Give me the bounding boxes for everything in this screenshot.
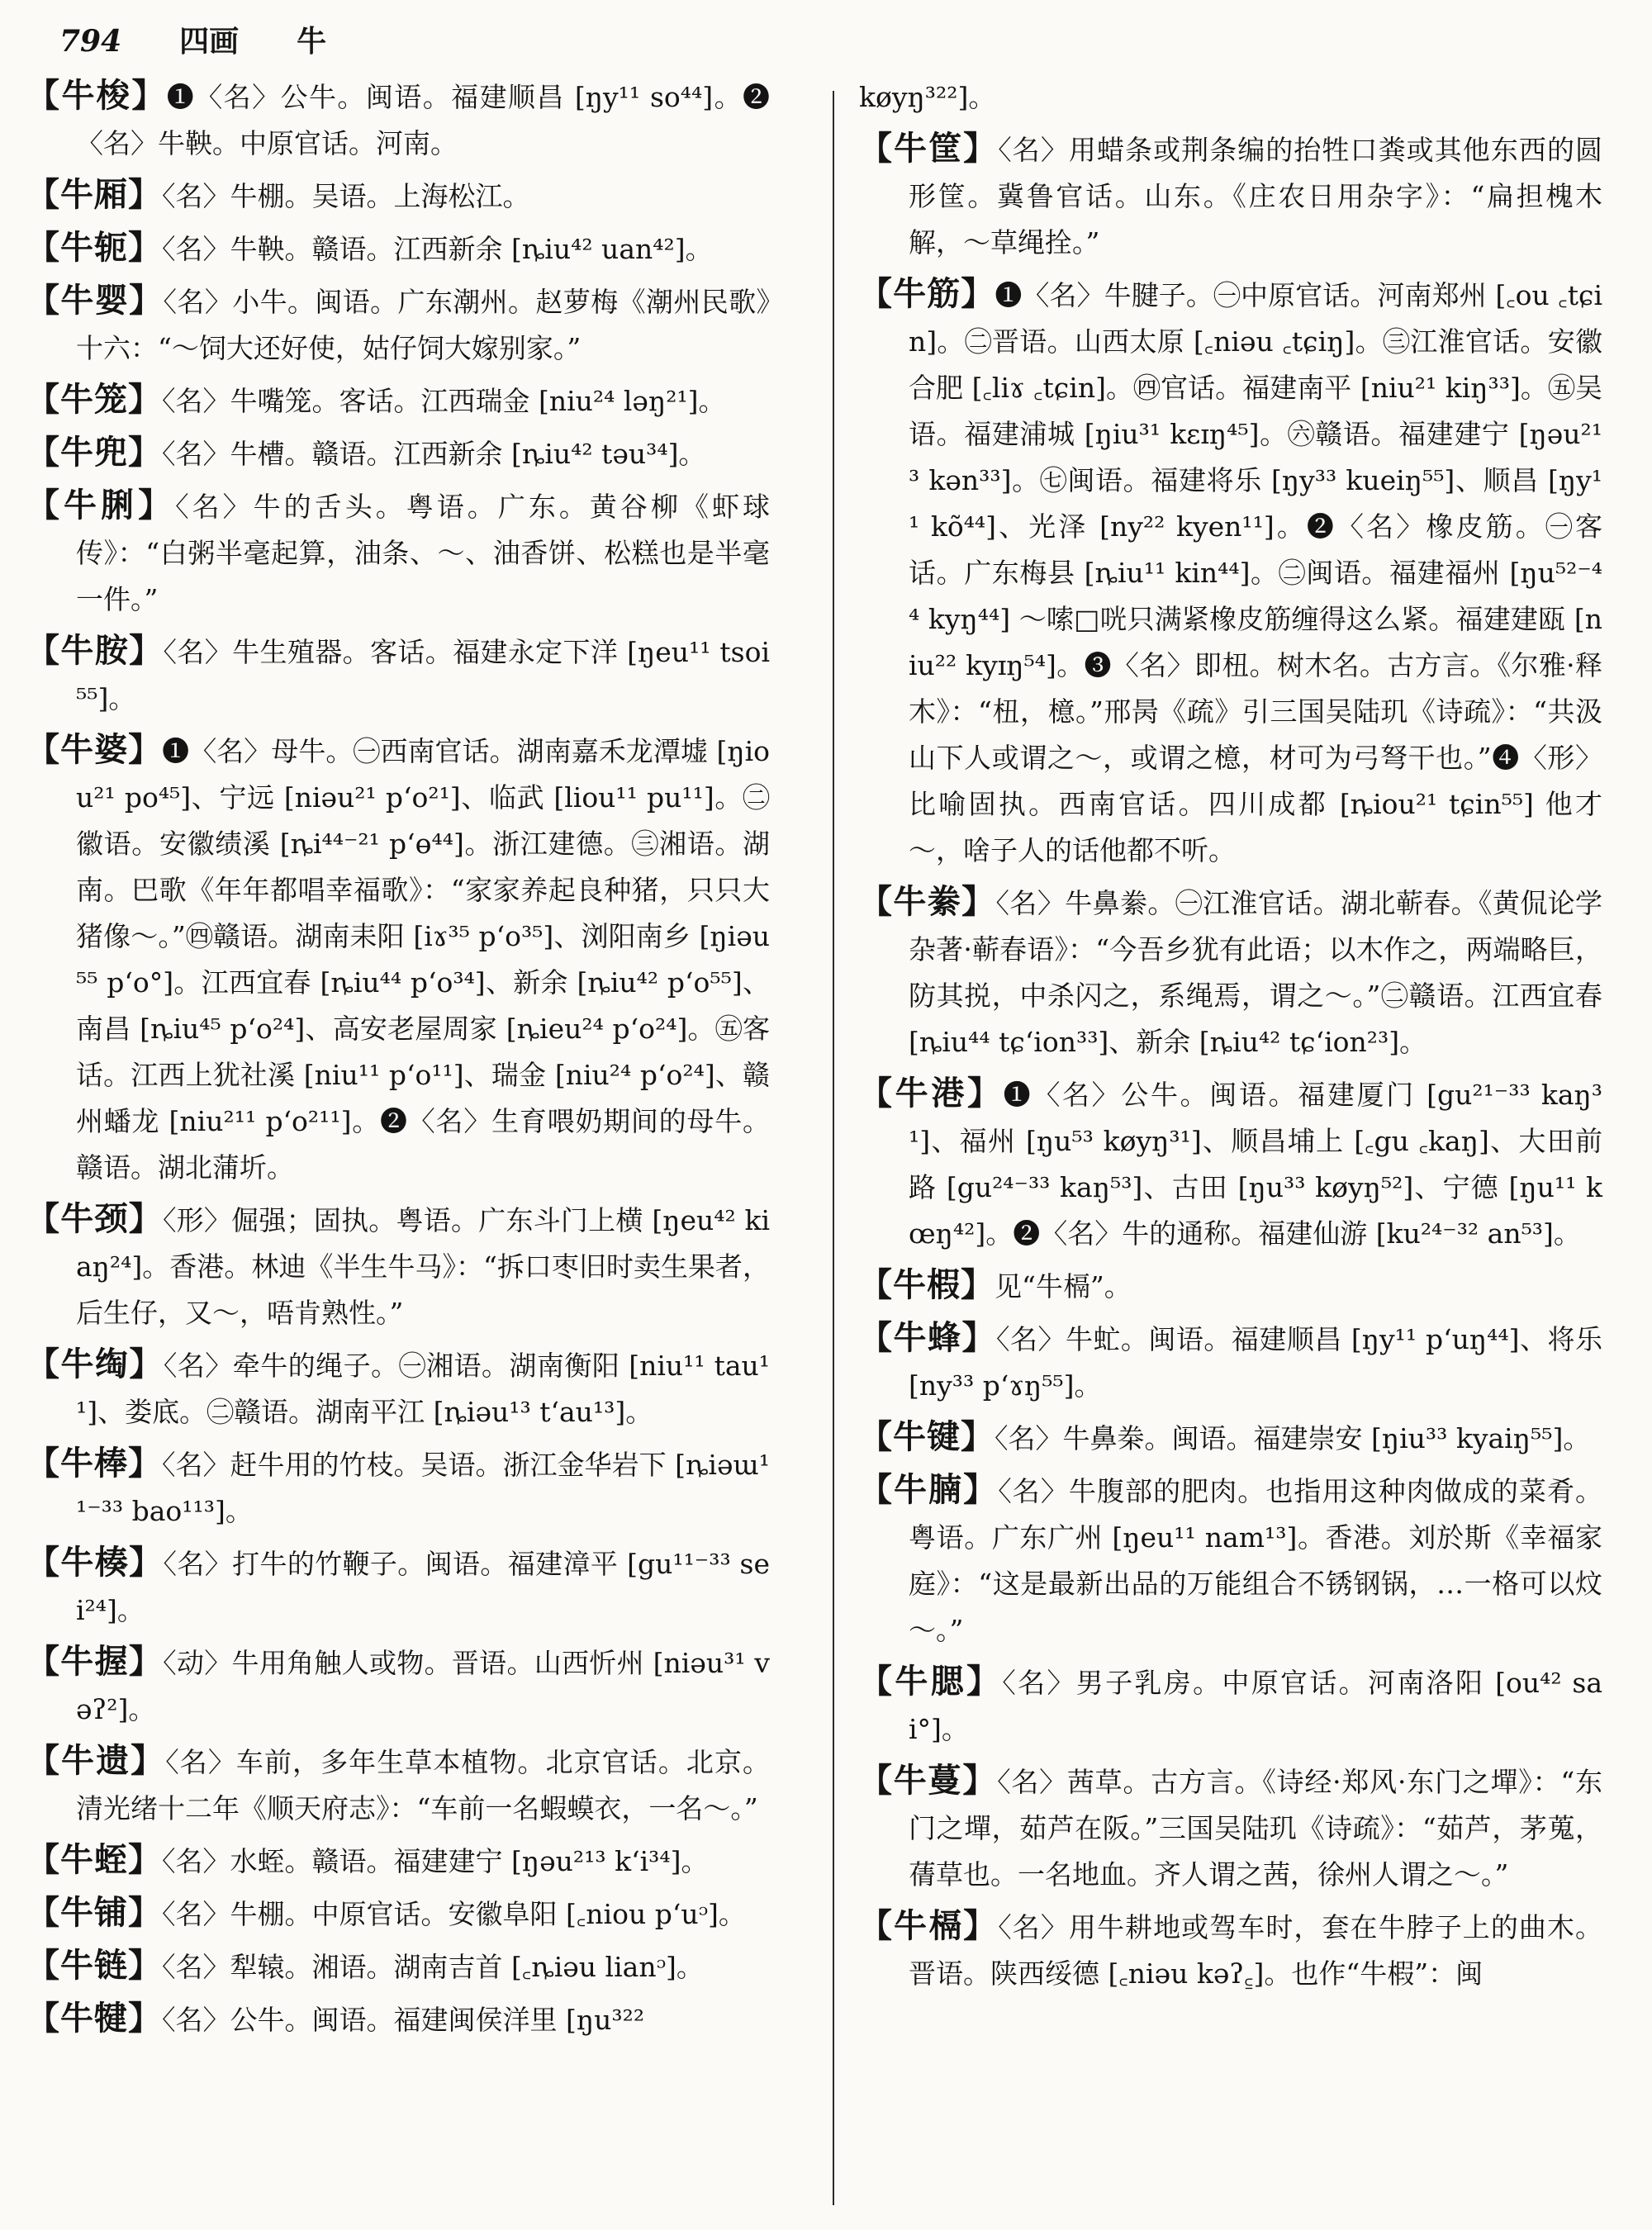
dictionary-entry bbox=[26, 429, 770, 477]
dictionary-entry bbox=[859, 1758, 1602, 1898]
entry-definition: 〈名〉用牛耕地或驾车时，套在牛脖子上的曲木。晋语。陕西绥德 [꜀niəu kəʔ꜁]。也作“牛椵”：闽 bbox=[909, 1911, 1603, 1990]
entry-headword: 【牛棒】 bbox=[26, 1444, 163, 1483]
dictionary-entry bbox=[26, 1738, 770, 1832]
entry-headword: 【牛握】 bbox=[26, 1642, 164, 1681]
entry-headword: 【牛蔓】 bbox=[859, 1761, 998, 1800]
entry-headword: 【牛脷】 bbox=[26, 486, 176, 524]
dictionary-entry bbox=[859, 1467, 1602, 1654]
entry-headword: 【牛链】 bbox=[26, 1946, 162, 1985]
entry-definition: ❶〈名〉牛腱子。㊀中原官话。河南郑州 [꜀ou ꜀tɕin]。㊁晋语。山西太原 [꜀niəu ꜀tɕiŋ]。㊂江淮官话。安徽合肥 [꜀liɤ ꜀tɕin]。㊃官话。福建南平 [niu²¹ kiŋ³³]。㊄吴语。福建浦城 [ŋiu³¹ kɛɪŋ⁴⁵]。㊅赣语。福建建宁 [ŋəu²¹³ kən³³]。㊆闽语。福建将乐 [ŋy³³ kueiŋ⁵⁵]、顺昌 [ŋy¹¹ kõ⁴⁴]、光泽 [ny²² kyen¹¹]。❷〈名〉橡皮筋。㊀客话。广东梅县 [ȵiu¹¹ kin⁴⁴]。㊁闽语。福建福州 [ŋu⁵²⁻⁴⁴ kyŋ⁴⁴] ～嗦□咣只满紧橡皮筋缠得这么紧。福建建瓯 [niu²² kyɪŋ⁵⁴]。❸〈名〉即杻。树木名。古方言。《尔雅·释木》：“杻，檍。”邢昺《疏》引三国吴陆玑《诗疏》：“共汲山下人或谓之～，或谓之檍，材可为弓弩干也。”❹〈形〉比喻固执。西南官话。四川成都 [ȵiou²¹ tɕin⁵⁵] 他才～，啥子人的话他都不听。 bbox=[909, 279, 1603, 866]
entry-definition: 〈名〉用蜡条或荆条编的抬牲口粪或其他东西的圆形筐。冀鲁官话。山东。《庄农日用杂字》：“扁担槐木解，～草绳拴。” bbox=[909, 134, 1603, 259]
entry-definition: 〈名〉牵牛的绳子。㊀湘语。湖南衡阳 [niu¹¹ tau¹¹]、娄底。㊁赣语。湖南平江 [ȵiəu¹³ t‘au¹³]。 bbox=[76, 1350, 771, 1428]
entry-definition: 〈名〉牛嘴笼。客话。江西瑞金 [niu²⁴ ləŋ²¹]。 bbox=[162, 385, 726, 417]
entry-definition: 〈动〉牛用角触人或物。晋语。山西忻州 [niəu³¹ vəʔ²]。 bbox=[76, 1647, 771, 1725]
dictionary-entry bbox=[26, 1837, 770, 1885]
entry-headword: 【牛蜂】 bbox=[859, 1318, 996, 1357]
entry-definition: 〈名〉小牛。闽语。广东潮州。赵萝梅《潮州民歌》十六：“～饲大还好使，姑仔饲大嫁别家。” bbox=[76, 286, 771, 364]
dictionary-entry bbox=[26, 225, 770, 273]
entry-headword: 【牛婆】 bbox=[26, 730, 163, 769]
entry-headword: 【牛腩】 bbox=[859, 1470, 999, 1509]
entry-definition: 〈名〉牛的舌头。粤语。广东。黄谷柳《虾球传》：“白粥半毫起算，油条、～、油香饼、松糕也是半毫一件。” bbox=[76, 491, 771, 615]
entry-definition: 〈名〉男子乳房。中原官话。河南洛阳 [ou⁴² sai°]。 bbox=[909, 1667, 1602, 1745]
entry-headword: 【牛笼】 bbox=[26, 380, 162, 419]
entry-headword: 【牛颈】 bbox=[26, 1199, 163, 1238]
radical-label: 牛 bbox=[297, 24, 327, 59]
entry-definition: 〈名〉茜草。古方言。《诗经·郑风·东门之墠》：“东门之墠，茹芦在阪。”三国吴陆玑《诗疏》：“茹芦，茅蒐，蒨草也。一名地血。齐人谓之茜，徐州人谓之～。” bbox=[909, 1766, 1602, 1891]
entry-definition: 〈名〉牛腹部的肥肉。也指用这种肉做成的菜肴。粤语。广东广州 [ŋeu¹¹ nam¹³]。香港。刘於斯《幸福家庭》：“这是最新出品的万能组合不锈钢锅，…一格可以炆～。” bbox=[909, 1475, 1603, 1646]
entry-definition: 〈名〉牛槽。赣语。江西新余 [ȵiu⁴² təu³⁴]。 bbox=[162, 438, 706, 470]
dictionary-entry bbox=[26, 278, 770, 372]
dictionary-entry bbox=[859, 1658, 1602, 1753]
dictionary-entry bbox=[26, 1540, 770, 1634]
dictionary-entry bbox=[26, 628, 770, 722]
column-divider bbox=[833, 91, 834, 2205]
entry-definition: 〈名〉水蛭。赣语。福建建宁 [ŋəu²¹³ k‘i³⁴]。 bbox=[162, 1845, 709, 1877]
page-header bbox=[59, 18, 326, 68]
entry-definition: 〈名〉牛生殖器。客话。福建永定下洋 [ŋeu¹¹ tsoi⁵⁵]。 bbox=[76, 636, 770, 714]
dictionary-entry bbox=[859, 1070, 1602, 1257]
entry-definition: 〈名〉公牛。闽语。福建闽侯洋里 [ŋu³²² bbox=[162, 2004, 645, 2036]
entry-definition: 〈形〉倔强；固执。粤语。广东斗门上横 [ŋeu⁴² kiaŋ²⁴]。香港。林迪《半生牛马》：“拆口枣旧时卖生果者，后生仔，又～，唔肯熟性。” bbox=[76, 1204, 770, 1329]
dictionary-entry bbox=[26, 1196, 770, 1336]
entry-headword: 【牛筋】 bbox=[859, 274, 995, 313]
dictionary-entry bbox=[26, 1639, 770, 1733]
entry-definition: 〈名〉赶牛用的竹枝。吴语。浙江金华岩下 [ȵiəɯ¹¹⁻³³ bao¹¹³]。 bbox=[76, 1449, 770, 1527]
dictionary-entry bbox=[26, 1341, 770, 1435]
entry-headword: 【牛轭】 bbox=[26, 228, 162, 267]
entry-definition: 〈名〉牛棚。中原官话。安徽阜阳 [꜀niou p‘uᵓ]。 bbox=[162, 1898, 746, 1930]
entry-definition: ❶〈名〉母牛。㊀西南官话。湖南嘉禾龙潭墟 [ŋiou²¹ po⁴⁵]、宁远 [niəu²¹ p‘o²¹]、临武 [liou¹¹ pu¹¹]。㊁徽语。安徽绩溪 [ȵi⁴⁴⁻²¹ p‘ɵ⁴⁴]。浙江建德。㊂湘语。湖南。巴歌《年年都唱幸福歌》：“家家养起良种猪，只只大猪像～。”㊃赣语。湖南耒阳 [iɤ³⁵ p‘o³⁵]、浏阳南乡 [ŋiəu⁵⁵ p‘o°]。江西宜春 [ȵiu⁴⁴ p‘o³⁴]、新余 [ȵiu⁴² p‘o⁵⁵]、南昌 [ȵiu⁴⁵ p‘o²⁴]、高安老屋周家 [ȵieu²⁴ p‘o²⁴]。㊄客话。江西上犹社溪 [niu¹¹ p‘o¹¹]、瑞金 [niu²⁴ p‘o²⁴]、赣州蟠龙 [niu²¹¹ p‘o²¹¹]。❷〈名〉生育喂奶期间的母牛。赣语。湖北蒲圻。 bbox=[76, 735, 770, 1184]
entry-definition: 〈名〉牛虻。闽语。福建顺昌 [ŋy¹¹ p‘uŋ⁴⁴]、将乐 [ny³³ p‘ɤŋ⁵⁵]。 bbox=[909, 1323, 1602, 1402]
dictionary-entry bbox=[26, 1890, 770, 1938]
entry-headword: 【牛筐】 bbox=[859, 129, 999, 168]
entry-headword: 【牛绹】 bbox=[26, 1345, 164, 1383]
entry-headword: 【牛楱】 bbox=[26, 1543, 164, 1582]
entry-headword: 【牛犍】 bbox=[26, 1999, 162, 2038]
entry-definition: 〈名〉车前，多年生草本植物。北京官话。北京。清光绪十二年《顺天府志》：“车前一名蝦蟆衣，一名～。” bbox=[76, 1746, 771, 1824]
entry-definition: 〈名〉牛鼻絭。㊀江淮官话。湖北蕲春。《黄侃论学杂著·蕲春语》：“今吾乡犹有此语；以木作之，两端略巨，防其捝，中杀闪之，系绳焉，谓之～。”㊁赣语。江西宜春 [ȵiu⁴⁴ tɕ‘ion³³]、新余 [ȵiu⁴² tɕ‘ion²³]。 bbox=[909, 887, 1603, 1058]
entry-definition: 〈名〉犁辕。湘语。湖南吉首 [꜀ȵiəu lianᵓ]。 bbox=[162, 1951, 704, 1983]
dictionary-entry bbox=[859, 879, 1602, 1065]
right-column bbox=[859, 73, 1602, 2002]
dictionary-entry bbox=[26, 482, 770, 623]
entry-headword: 【牛遗】 bbox=[26, 1741, 166, 1780]
dictionary-entry bbox=[859, 1315, 1602, 1409]
dictionary-entry-continued bbox=[859, 73, 1602, 121]
dictionary-entry bbox=[859, 1262, 1602, 1310]
entry-headword: 【牛厢】 bbox=[26, 175, 162, 214]
dictionary-entry bbox=[859, 1903, 1602, 1997]
dictionary-entry bbox=[859, 126, 1602, 266]
dictionary-entry bbox=[26, 1995, 770, 2043]
entry-definition: 〈名〉牛棚。吴语。上海松江。 bbox=[162, 180, 530, 212]
entry-definition: 见“牛槅”。 bbox=[995, 1270, 1132, 1302]
entry-headword: 【牛蛭】 bbox=[26, 1840, 162, 1879]
entry-headword: 【牛胺】 bbox=[26, 631, 164, 670]
dictionary-entry bbox=[26, 172, 770, 220]
entry-definition: ❶〈名〉公牛。闽语。福建顺昌 [ŋy¹¹ so⁴⁴]。❷〈名〉牛鞅。中原官话。河南。 bbox=[76, 81, 771, 159]
dictionary-entry bbox=[26, 727, 770, 1191]
dictionary-entry bbox=[859, 271, 1602, 874]
section-label: 四画 bbox=[179, 24, 240, 59]
entry-definition: ❶〈名〉公牛。闽语。福建厦门 [gu²¹⁻³³ kaŋ³¹]、福州 [ŋu⁵³ køyŋ³¹]、顺昌埔上 [꜀gu ꜀kaŋ]、大田前路 [gu²⁴⁻³³ kaŋ⁵³]、古田 [ŋu³³ køyŋ⁵²]、宁德 [ŋu¹¹ kœŋ⁴²]。❷〈名〉牛的通称。福建仙游 [ku²⁴⁻³² an⁵³]。 bbox=[909, 1079, 1602, 1250]
dictionary-entry bbox=[26, 1440, 770, 1535]
entry-headword: 【牛兜】 bbox=[26, 433, 162, 472]
dictionary-entry bbox=[26, 1943, 770, 1990]
entry-definition: køyŋ³²²]。 bbox=[859, 81, 996, 113]
entry-headword: 【牛梭】 bbox=[26, 76, 167, 115]
entry-headword: 【牛铺】 bbox=[26, 1893, 162, 1932]
entry-headword: 【牛槅】 bbox=[859, 1906, 999, 1945]
entry-headword: 【牛椵】 bbox=[859, 1265, 995, 1304]
dictionary-entry bbox=[26, 377, 770, 425]
entry-definition: 〈名〉牛鞅。赣语。江西新余 [ȵiu⁴² uan⁴²]。 bbox=[162, 233, 713, 265]
entry-definition: 〈名〉牛鼻桊。闽语。福建崇安 [ŋiu³³ kyaiŋ⁵⁵]。 bbox=[995, 1422, 1591, 1454]
entry-headword: 【牛腮】 bbox=[859, 1662, 1003, 1701]
entry-headword: 【牛港】 bbox=[859, 1074, 1004, 1113]
dictionary-entry bbox=[26, 73, 770, 167]
left-column bbox=[26, 73, 770, 2048]
page-number: 794 bbox=[59, 24, 122, 59]
entry-headword: 【牛絭】 bbox=[859, 882, 996, 921]
entry-headword: 【牛婴】 bbox=[26, 281, 164, 320]
dictionary-entry bbox=[859, 1414, 1602, 1462]
entry-headword: 【牛键】 bbox=[859, 1417, 995, 1456]
entry-definition: 〈名〉打牛的竹鞭子。闽语。福建漳平 [gu¹¹⁻³³ sei²⁴]。 bbox=[76, 1548, 771, 1626]
